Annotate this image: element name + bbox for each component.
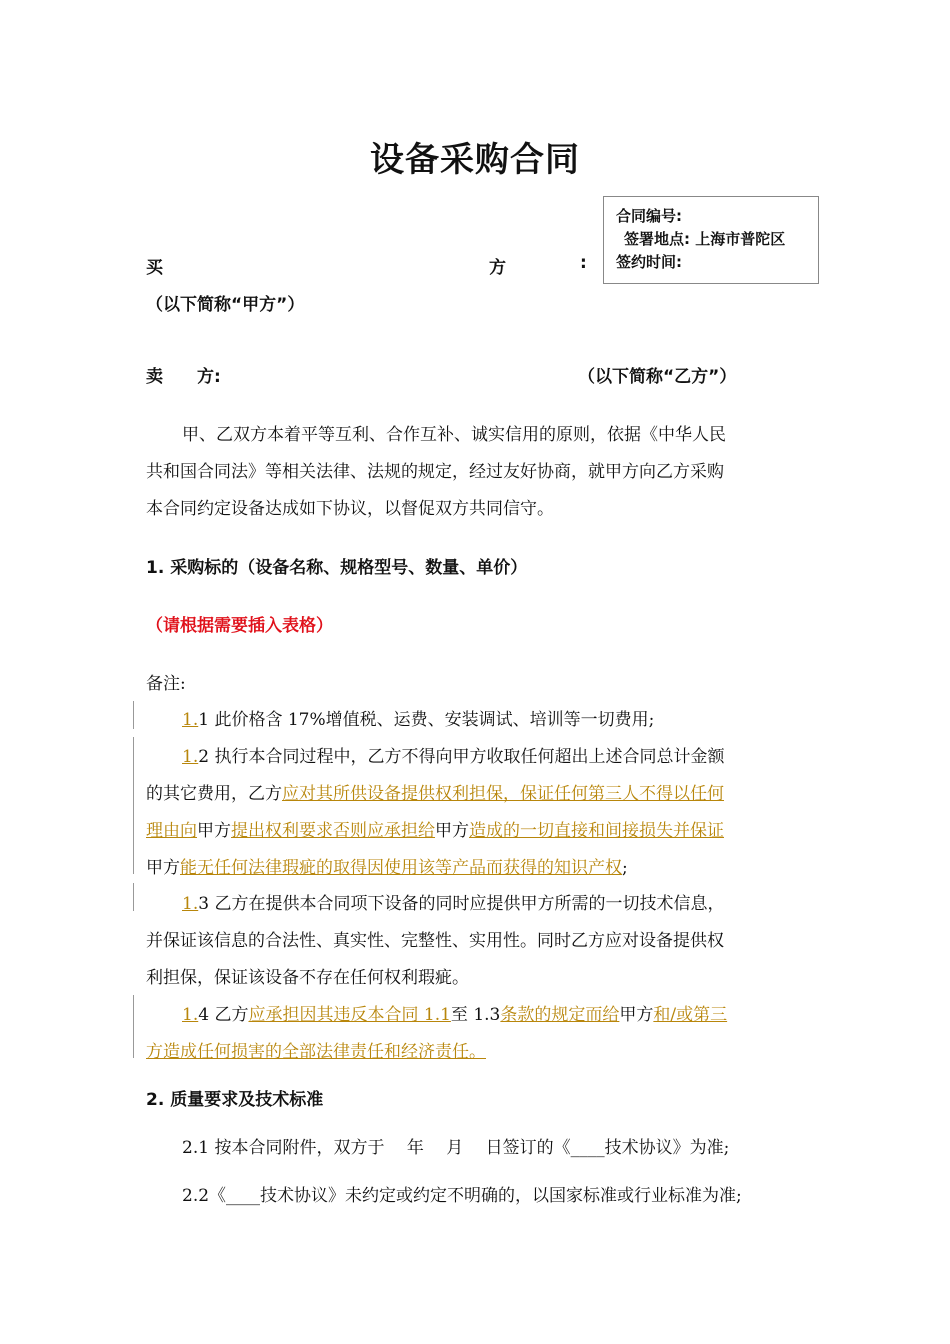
revision-bar bbox=[133, 883, 134, 911]
sign-time-label: 签约时间: bbox=[616, 253, 682, 271]
clause-2-1: 2.1 按本合同附件，双方于 年 月 日签订的《____技术协议》为准; bbox=[182, 1138, 730, 1158]
intro-line-1: 甲、乙双方本着平等互利、合作互补、诚实信用的原则，依据《中华人民 bbox=[182, 425, 726, 445]
tracked-change-text: 提出权利要求否则应承担给 bbox=[231, 821, 435, 841]
tracked-change-text: 能无任何法律瑕疵的取得因使用该等产品而获得的知识产权 bbox=[180, 858, 622, 878]
tracked-change-text: 1. bbox=[182, 710, 199, 730]
document-title: 设备采购合同 bbox=[370, 140, 580, 180]
section-1-heading: 1. 采购标的（设备名称、规格型号、数量、单价） bbox=[146, 558, 528, 578]
tracked-change-text: 1. bbox=[182, 747, 199, 767]
revision-bar bbox=[133, 995, 134, 1058]
intro-line-3: 本合同约定设备达成如下协议，以督促双方共同信守。 bbox=[146, 499, 554, 519]
seller-alias: （以下简称“乙方”） bbox=[578, 367, 737, 387]
buyer-label-mid: 方 bbox=[489, 258, 506, 278]
tracked-change-text: 1. bbox=[182, 1005, 199, 1025]
section-2-heading: 2. 质量要求及技术标准 bbox=[146, 1090, 324, 1110]
note-1-3-line-2: 并保证该信息的合法性、真实性、完整性、实用性。同时乙方应对设备提供权 bbox=[146, 931, 724, 951]
note-1-4-line-1: 1.4 乙方应承担因其违反本合同 1.1至 1.3条款的规定而给甲方和/或第三 bbox=[182, 1005, 728, 1025]
tracked-change-text: 造成的一切直接和间接损失并保证 bbox=[469, 821, 724, 841]
revision-bar bbox=[133, 701, 134, 729]
note-1-2-line-2: 的其它费用，乙方应对其所供设备提供权利担保，保证任何第三人不得以任何 bbox=[146, 784, 724, 804]
tracked-change-text: 和/或第三 bbox=[653, 1005, 728, 1025]
note-1-3-line-1: 1.3 乙方在提供本合同项下设备的同时应提供甲方所需的一切技术信息， bbox=[182, 894, 725, 914]
buyer-label-left: 买 bbox=[146, 258, 163, 278]
seller-label: 卖 方: bbox=[146, 367, 221, 387]
note-1-4-line-2: 方造成任何损害的全部法律责任和经济责任。 bbox=[146, 1042, 486, 1062]
tracked-change-text: 应对其所供设备提供权利担保，保证任何第三人不得以任何 bbox=[282, 784, 724, 804]
note-label: 备注: bbox=[146, 674, 186, 694]
tracked-change-text: 理由向 bbox=[146, 821, 197, 841]
insert-table-hint: （请根据需要插入表格） bbox=[146, 616, 333, 636]
note-1-1: 1.1 此价格含 17%增值税、运费、安装调试、培训等一切费用; bbox=[182, 710, 655, 730]
note-1-3-line-3: 利担保，保证该设备不存在任何权利瑕疵。 bbox=[146, 968, 469, 988]
intro-line-2: 共和国合同法》等相关法律、法规的规定，经过友好协商，就甲方向乙方采购 bbox=[146, 462, 724, 482]
contract-number-label: 合同编号: bbox=[616, 207, 682, 225]
buyer-colon: : bbox=[580, 253, 587, 273]
note-1-2-line-3: 理由向甲方提出权利要求否则应承担给甲方造成的一切直接和间接损失并保证 bbox=[146, 821, 724, 841]
note-1-2-line-1: 1.2 执行本合同过程中，乙方不得向甲方收取任何超出上述合同总计金额 bbox=[182, 747, 725, 767]
revision-bar bbox=[133, 737, 134, 874]
note-1-2-line-4: 甲方能无任何法律瑕疵的取得因使用该等产品而获得的知识产权; bbox=[146, 858, 628, 878]
clause-2-2: 2.2《____技术协议》未约定或约定不明确的，以国家标准或行业标准为准; bbox=[182, 1186, 742, 1206]
buyer-alias: （以下简称“甲方”） bbox=[146, 295, 305, 315]
tracked-change-text: 条款的规定而给 bbox=[500, 1005, 620, 1025]
contract-info-box bbox=[603, 196, 819, 284]
tracked-change-text: 应承担因其违反本合同 1.1 bbox=[248, 1005, 451, 1025]
tracked-change-text: 1. bbox=[182, 894, 199, 914]
sign-place-label: 签署地点: 上海市普陀区 bbox=[624, 230, 786, 248]
